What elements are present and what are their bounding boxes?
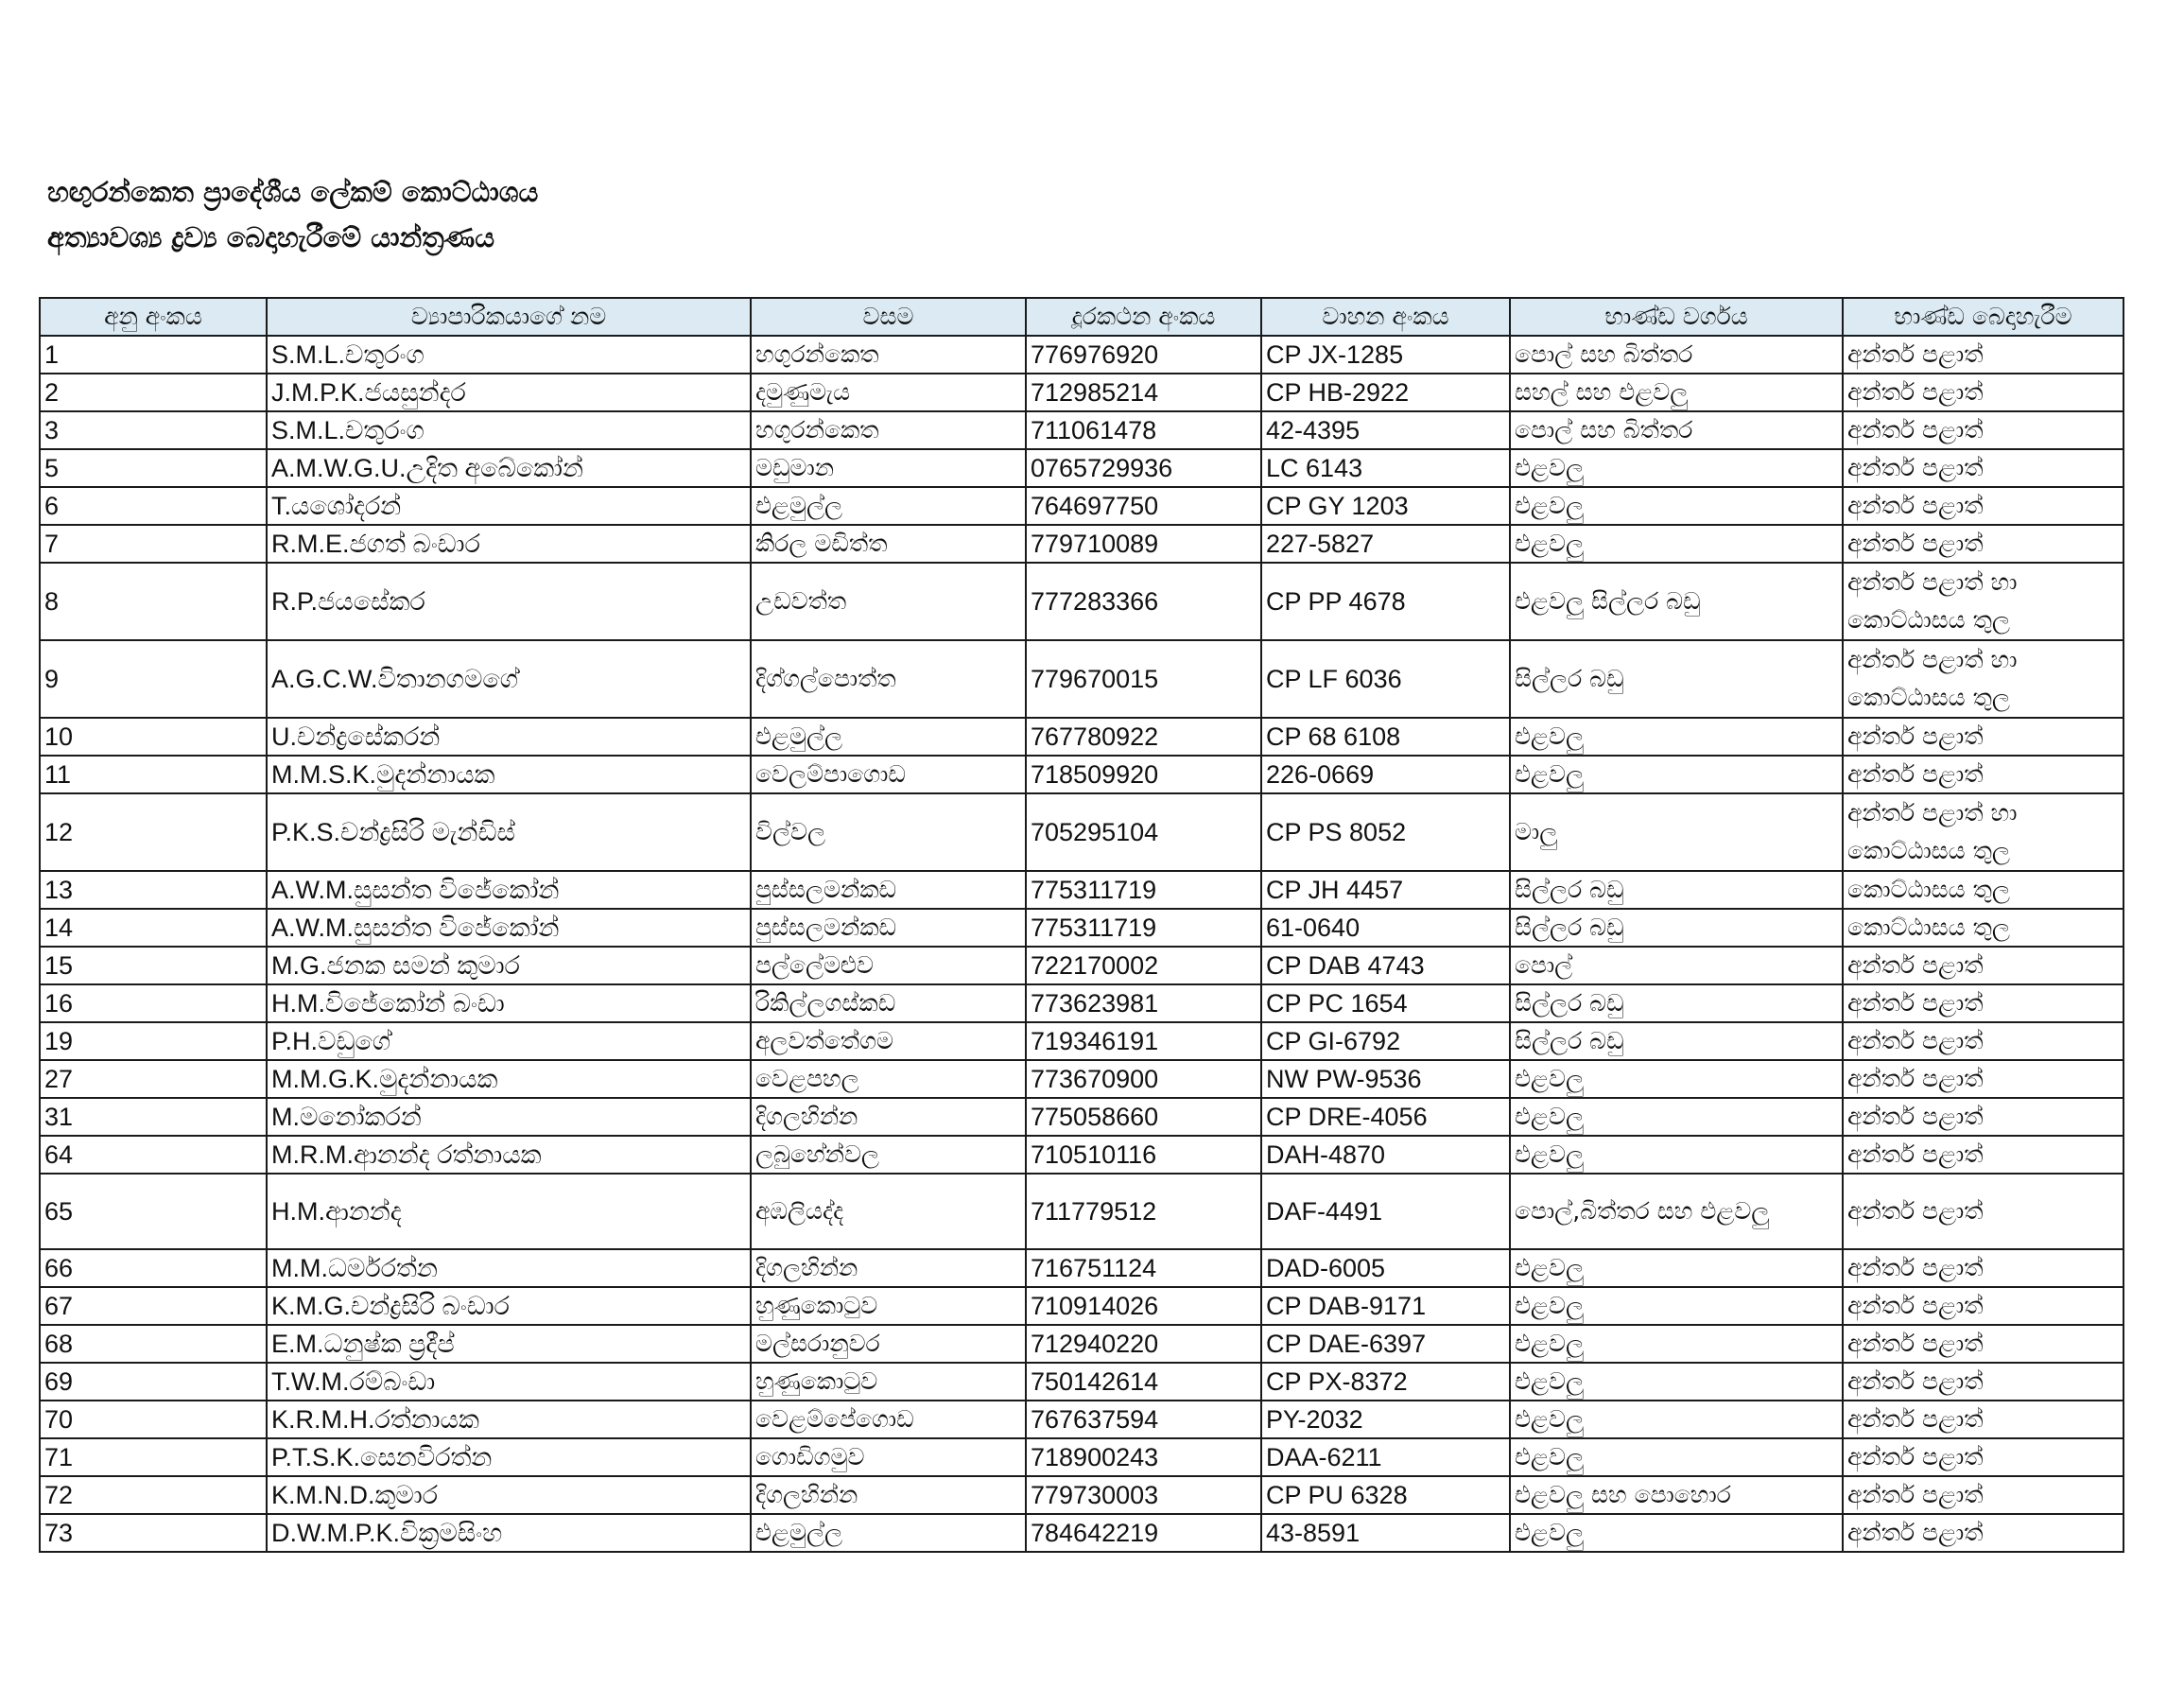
- cell-area: දිගලහින්න: [751, 1098, 1026, 1136]
- cell-distribution: අන්තර් පළාත්: [1843, 1438, 2123, 1476]
- cell-trader-name: M.G.ජනක සමන් කුමාර: [267, 947, 751, 984]
- cell-serial-no: 6: [40, 487, 267, 525]
- cell-area: දිගලහින්න: [751, 1476, 1026, 1514]
- cell-trader-name: M.M.ධර්මරත්න: [267, 1249, 751, 1287]
- cell-area: දමුණුමැය: [751, 374, 1026, 411]
- cell-vehicle: CP PP 4678: [1261, 563, 1510, 640]
- cell-distribution: අන්තර් පළාත්: [1843, 1287, 2123, 1325]
- column-header-phone: දූරකථන අංකය: [1026, 298, 1261, 336]
- cell-area: රිකිල්ලගස්කඩ: [751, 984, 1026, 1022]
- cell-vehicle: CP PC 1654: [1261, 984, 1510, 1022]
- cell-phone: 710510116: [1026, 1136, 1261, 1174]
- cell-serial-no: 73: [40, 1514, 267, 1552]
- cell-vehicle: CP GY 1203: [1261, 487, 1510, 525]
- cell-goods-type: එළවලු: [1510, 1363, 1843, 1401]
- cell-phone: 718900243: [1026, 1438, 1261, 1476]
- cell-vehicle: CP LF 6036: [1261, 640, 1510, 718]
- cell-trader-name: K.M.N.D.කුමාර: [267, 1476, 751, 1514]
- cell-trader-name: D.W.M.P.K.වික්‍රමසිංහ: [267, 1514, 751, 1552]
- table-row: [40, 640, 2123, 718]
- cell-area: හගුරන්කෙත: [751, 411, 1026, 449]
- cell-trader-name: A.W.M.සුසන්ත විජේකෝන්: [267, 909, 751, 947]
- cell-vehicle: 42-4395: [1261, 411, 1510, 449]
- cell-serial-no: 71: [40, 1438, 267, 1476]
- cell-vehicle: CP JH 4457: [1261, 871, 1510, 909]
- cell-phone: 779730003: [1026, 1476, 1261, 1514]
- cell-distribution: අන්තර් පළාත්: [1843, 1060, 2123, 1098]
- cell-distribution: අන්තර් පළාත් හා කොට්ඨාසය තුල: [1843, 563, 2123, 640]
- table-body: [40, 336, 2123, 1552]
- cell-vehicle: CP HB-2922: [1261, 374, 1510, 411]
- table-row: [40, 563, 2123, 640]
- cell-vehicle: CP DAE-6397: [1261, 1325, 1510, 1363]
- cell-serial-no: 15: [40, 947, 267, 984]
- column-header-goods-type: භාණ්ඩ වර්ගය: [1510, 298, 1843, 336]
- cell-trader-name: U.චන්ද්‍රසේකරන්: [267, 718, 751, 756]
- cell-goods-type: එළවලු සහ පොහොර: [1510, 1476, 1843, 1514]
- cell-area: මඩුමාන: [751, 449, 1026, 487]
- cell-vehicle: CP GI-6792: [1261, 1022, 1510, 1060]
- cell-vehicle: LC 6143: [1261, 449, 1510, 487]
- cell-phone: 712985214: [1026, 374, 1261, 411]
- cell-trader-name: A.M.W.G.U.උදිත අබේකෝන්: [267, 449, 751, 487]
- cell-goods-type: එළවලු: [1510, 1401, 1843, 1438]
- cell-vehicle: DAF-4491: [1261, 1174, 1510, 1249]
- cell-trader-name: J.M.P.K.ජයසුන්දර: [267, 374, 751, 411]
- cell-area: විල්වල: [751, 793, 1026, 871]
- cell-distribution: අන්තර් පළාත් හා කොට්ඨාසය තුල: [1843, 640, 2123, 718]
- cell-area: වෙළපහල: [751, 1060, 1026, 1098]
- cell-vehicle: CP JX-1285: [1261, 336, 1510, 374]
- cell-trader-name: M.R.M.ආනන්ද රත්නායක: [267, 1136, 751, 1174]
- cell-area: පුස්සලමන්කඩ: [751, 871, 1026, 909]
- cell-serial-no: 64: [40, 1136, 267, 1174]
- cell-vehicle: PY-2032: [1261, 1401, 1510, 1438]
- cell-phone: 779670015: [1026, 640, 1261, 718]
- table-row: [40, 487, 2123, 525]
- cell-distribution: අන්තර් පළාත්: [1843, 449, 2123, 487]
- table-row: [40, 909, 2123, 947]
- cell-distribution: කොට්ඨාසය තුල: [1843, 909, 2123, 947]
- cell-serial-no: 8: [40, 563, 267, 640]
- cell-trader-name: A.W.M.සුසන්ත විජේකෝන්: [267, 871, 751, 909]
- cell-distribution: අන්තර් පළාත්: [1843, 1136, 2123, 1174]
- cell-area: හුණුකොටුව: [751, 1287, 1026, 1325]
- cell-goods-type: එළවලු: [1510, 1098, 1843, 1136]
- cell-vehicle: NW PW-9536: [1261, 1060, 1510, 1098]
- cell-phone: 776976920: [1026, 336, 1261, 374]
- cell-area: පල්ලේමළුව: [751, 947, 1026, 984]
- cell-phone: 767780922: [1026, 718, 1261, 756]
- cell-serial-no: 19: [40, 1022, 267, 1060]
- cell-area: එළමුල්ල: [751, 718, 1026, 756]
- cell-trader-name: T.යශෝදරන්: [267, 487, 751, 525]
- table-row: [40, 411, 2123, 449]
- cell-vehicle: CP PU 6328: [1261, 1476, 1510, 1514]
- cell-distribution: අන්තර් පළාත්: [1843, 984, 2123, 1022]
- cell-trader-name: K.M.G.චන්ද්‍රසිරි බංඩාර: [267, 1287, 751, 1325]
- cell-serial-no: 69: [40, 1363, 267, 1401]
- cell-serial-no: 2: [40, 374, 267, 411]
- table-row: [40, 1022, 2123, 1060]
- cell-goods-type: එළවලු: [1510, 1136, 1843, 1174]
- cell-phone: 777283366: [1026, 563, 1261, 640]
- cell-vehicle: DAD-6005: [1261, 1249, 1510, 1287]
- cell-area: හුණුකොටුව: [751, 1363, 1026, 1401]
- cell-goods-type: එළවලු: [1510, 1249, 1843, 1287]
- cell-area: එළමුල්ල: [751, 487, 1026, 525]
- cell-area: ගොඩිගමුව: [751, 1438, 1026, 1476]
- cell-area: කිරල මඩිත්ත: [751, 525, 1026, 563]
- cell-serial-no: 11: [40, 756, 267, 793]
- cell-phone: 779710089: [1026, 525, 1261, 563]
- cell-distribution: අන්තර් පළාත්: [1843, 1174, 2123, 1249]
- table-row: [40, 793, 2123, 871]
- cell-trader-name: H.M.විජේකෝන් බංඩා: [267, 984, 751, 1022]
- cell-trader-name: R.M.E.ජගත් බංඩාර: [267, 525, 751, 563]
- cell-distribution: අන්තර් පළාත්: [1843, 1476, 2123, 1514]
- cell-trader-name: H.M.ආනන්ද: [267, 1174, 751, 1249]
- cell-vehicle: CP PS 8052: [1261, 793, 1510, 871]
- cell-distribution: අන්තර් පළාත්: [1843, 336, 2123, 374]
- cell-vehicle: CP DAB 4743: [1261, 947, 1510, 984]
- cell-area: හගුරන්කෙත: [751, 336, 1026, 374]
- cell-phone: 705295104: [1026, 793, 1261, 871]
- cell-trader-name: M.M.G.K.මුදන්නායක: [267, 1060, 751, 1098]
- cell-area: දිග්ගල්පොත්ත: [751, 640, 1026, 718]
- table-row: [40, 984, 2123, 1022]
- cell-phone: 750142614: [1026, 1363, 1261, 1401]
- cell-vehicle: DAH-4870: [1261, 1136, 1510, 1174]
- table-row: [40, 1136, 2123, 1174]
- cell-distribution: අන්තර් පළාත්: [1843, 1363, 2123, 1401]
- column-header-area: වසම: [751, 298, 1026, 336]
- cell-serial-no: 16: [40, 984, 267, 1022]
- cell-goods-type: එළවලු: [1510, 718, 1843, 756]
- cell-serial-no: 31: [40, 1098, 267, 1136]
- cell-vehicle: 61-0640: [1261, 909, 1510, 947]
- cell-distribution: අන්තර් පළාත්: [1843, 1401, 2123, 1438]
- table-row: [40, 1325, 2123, 1363]
- document-subtitle: අත්‍යාවශ්‍ය ද්‍රව්‍ය බෙදාහැරීමේ යාන්ත්‍රණය: [47, 221, 495, 253]
- cell-distribution: අන්තර් පළාත්: [1843, 525, 2123, 563]
- cell-goods-type: එළවලු: [1510, 487, 1843, 525]
- column-header-serial-no: අනු අංකය: [40, 298, 267, 336]
- cell-phone: 775311719: [1026, 871, 1261, 909]
- cell-phone: 775058660: [1026, 1098, 1261, 1136]
- cell-goods-type: එළවලු: [1510, 1287, 1843, 1325]
- cell-trader-name: P.H.වඩුගේ: [267, 1022, 751, 1060]
- table-row: [40, 1098, 2123, 1136]
- document-title: හඟුරන්කෙත ප්‍රාදේශීය ලේකම් කොට්ඨාශය: [47, 176, 539, 208]
- cell-area: ලබුහේන්වල: [751, 1136, 1026, 1174]
- cell-phone: 0765729936: [1026, 449, 1261, 487]
- cell-distribution: අන්තර් පළාත්: [1843, 1022, 2123, 1060]
- table-row: [40, 1249, 2123, 1287]
- cell-distribution: අන්තර් පළාත්: [1843, 756, 2123, 793]
- cell-phone: 773623981: [1026, 984, 1261, 1022]
- table-row: [40, 756, 2123, 793]
- cell-phone: 718509920: [1026, 756, 1261, 793]
- cell-area: වෙළම්පේගොඩ: [751, 1401, 1026, 1438]
- cell-phone: 711061478: [1026, 411, 1261, 449]
- cell-serial-no: 72: [40, 1476, 267, 1514]
- table-row: [40, 449, 2123, 487]
- cell-goods-type: එළවලු: [1510, 756, 1843, 793]
- cell-trader-name: M.M.S.K.මුදන්නායක: [267, 756, 751, 793]
- cell-phone: 775311719: [1026, 909, 1261, 947]
- cell-serial-no: 66: [40, 1249, 267, 1287]
- cell-vehicle: 43-8591: [1261, 1514, 1510, 1552]
- cell-distribution: අන්තර් පළාත්: [1843, 718, 2123, 756]
- cell-serial-no: 9: [40, 640, 267, 718]
- cell-phone: 784642219: [1026, 1514, 1261, 1552]
- table-row: [40, 871, 2123, 909]
- cell-vehicle: CP PX-8372: [1261, 1363, 1510, 1401]
- cell-goods-type: එළවලු සිල්ලර බඩු: [1510, 563, 1843, 640]
- cell-serial-no: 10: [40, 718, 267, 756]
- table-row: [40, 1438, 2123, 1476]
- cell-distribution: අන්තර් පළාත්: [1843, 1098, 2123, 1136]
- cell-area: උඩවත්ත: [751, 563, 1026, 640]
- cell-trader-name: P.K.S.චන්ද්‍රසිරි මැන්ඩිස්: [267, 793, 751, 871]
- cell-goods-type: එළවලු: [1510, 1438, 1843, 1476]
- cell-goods-type: සිල්ලර බඩු: [1510, 909, 1843, 947]
- cell-distribution: අන්තර් පළාත්: [1843, 947, 2123, 984]
- cell-goods-type: එළවලු: [1510, 1060, 1843, 1098]
- cell-trader-name: A.G.C.W.විතානගමගේ: [267, 640, 751, 718]
- table-row: [40, 1401, 2123, 1438]
- cell-distribution: අන්තර් පළාත්: [1843, 1325, 2123, 1363]
- cell-goods-type: පොල් සහ බිත්තර: [1510, 411, 1843, 449]
- table-header-row: [40, 298, 2123, 336]
- cell-serial-no: 1: [40, 336, 267, 374]
- cell-area: දිගලහින්න: [751, 1249, 1026, 1287]
- cell-serial-no: 5: [40, 449, 267, 487]
- cell-goods-type: පොල් සහ බිත්තර: [1510, 336, 1843, 374]
- cell-distribution: අන්තර් පළාත්: [1843, 374, 2123, 411]
- cell-serial-no: 67: [40, 1287, 267, 1325]
- column-header-trader-name: ව්‍යාපාරිකයාගේ නම: [267, 298, 751, 336]
- table-row: [40, 1363, 2123, 1401]
- table-row: [40, 1514, 2123, 1552]
- cell-goods-type: සහල් සහ එළවලු: [1510, 374, 1843, 411]
- cell-trader-name: M.මනෝකරන්: [267, 1098, 751, 1136]
- cell-vehicle: CP 68 6108: [1261, 718, 1510, 756]
- cell-distribution: අන්තර් පළාත්: [1843, 411, 2123, 449]
- table-row: [40, 525, 2123, 563]
- cell-vehicle: CP DAB-9171: [1261, 1287, 1510, 1325]
- cell-vehicle: 227-5827: [1261, 525, 1510, 563]
- cell-vehicle: CP DRE-4056: [1261, 1098, 1510, 1136]
- cell-goods-type: එළවලු: [1510, 525, 1843, 563]
- table-row: [40, 947, 2123, 984]
- table-row: [40, 1174, 2123, 1249]
- cell-phone: 712940220: [1026, 1325, 1261, 1363]
- cell-area: අඹලියද්ද: [751, 1174, 1026, 1249]
- cell-area: අලවත්තේගම: [751, 1022, 1026, 1060]
- table-row: [40, 1476, 2123, 1514]
- table-row: [40, 1060, 2123, 1098]
- cell-area: එළමුල්ල: [751, 1514, 1026, 1552]
- cell-area: වෙලම්පාගොඩ: [751, 756, 1026, 793]
- cell-goods-type: සිල්ලර බඩු: [1510, 1022, 1843, 1060]
- cell-serial-no: 13: [40, 871, 267, 909]
- cell-serial-no: 65: [40, 1174, 267, 1249]
- cell-trader-name: P.T.S.K.සෙනවිරත්න: [267, 1438, 751, 1476]
- cell-goods-type: එළවලු: [1510, 1325, 1843, 1363]
- cell-serial-no: 7: [40, 525, 267, 563]
- cell-goods-type: සිල්ලර බඩු: [1510, 640, 1843, 718]
- cell-trader-name: S.M.L.චතුරංග: [267, 411, 751, 449]
- cell-distribution: අන්තර් පළාත්: [1843, 1249, 2123, 1287]
- trader-register-table: [39, 297, 2124, 1553]
- cell-area: මල්සරානුවර: [751, 1325, 1026, 1363]
- cell-phone: 722170002: [1026, 947, 1261, 984]
- cell-area: පුස්සලමන්කඩ: [751, 909, 1026, 947]
- cell-phone: 767637594: [1026, 1401, 1261, 1438]
- cell-serial-no: 27: [40, 1060, 267, 1098]
- cell-goods-type: මාලු: [1510, 793, 1843, 871]
- cell-trader-name: K.R.M.H.රත්නායක: [267, 1401, 751, 1438]
- cell-trader-name: R.P.ජයසේකර: [267, 563, 751, 640]
- cell-serial-no: 68: [40, 1325, 267, 1363]
- cell-phone: 710914026: [1026, 1287, 1261, 1325]
- cell-serial-no: 14: [40, 909, 267, 947]
- cell-trader-name: T.W.M.රම්බංඩා: [267, 1363, 751, 1401]
- table-row: [40, 718, 2123, 756]
- cell-phone: 719346191: [1026, 1022, 1261, 1060]
- table-row: [40, 374, 2123, 411]
- cell-phone: 764697750: [1026, 487, 1261, 525]
- cell-serial-no: 12: [40, 793, 267, 871]
- cell-phone: 773670900: [1026, 1060, 1261, 1098]
- cell-trader-name: E.M.ධනුෂ්ක ප්‍රදීප්: [267, 1325, 751, 1363]
- cell-goods-type: පොල්,බිත්තර සහ එළවලු: [1510, 1174, 1843, 1249]
- cell-serial-no: 70: [40, 1401, 267, 1438]
- cell-vehicle: DAA-6211: [1261, 1438, 1510, 1476]
- cell-distribution: කොට්ඨාසය තුල: [1843, 871, 2123, 909]
- cell-goods-type: සිල්ලර බඩු: [1510, 984, 1843, 1022]
- cell-goods-type: සිල්ලර බඩු: [1510, 871, 1843, 909]
- cell-phone: 716751124: [1026, 1249, 1261, 1287]
- cell-phone: 711779512: [1026, 1174, 1261, 1249]
- cell-vehicle: 226-0669: [1261, 756, 1510, 793]
- cell-goods-type: පොල්: [1510, 947, 1843, 984]
- cell-goods-type: එළවලු: [1510, 449, 1843, 487]
- cell-distribution: අන්තර් පළාත්: [1843, 487, 2123, 525]
- cell-serial-no: 3: [40, 411, 267, 449]
- table-row: [40, 1287, 2123, 1325]
- cell-distribution: අන්තර් පළාත්: [1843, 1514, 2123, 1552]
- table-row: [40, 336, 2123, 374]
- cell-goods-type: එළවලු: [1510, 1514, 1843, 1552]
- column-header-vehicle: වාහන අංකය: [1261, 298, 1510, 336]
- column-header-distribution: භාණ්ඩ බෙදාහැරීම: [1843, 298, 2123, 336]
- cell-trader-name: S.M.L.චතුරංග: [267, 336, 751, 374]
- cell-distribution: අන්තර් පළාත් හා කොට්ඨාසය තුල: [1843, 793, 2123, 871]
